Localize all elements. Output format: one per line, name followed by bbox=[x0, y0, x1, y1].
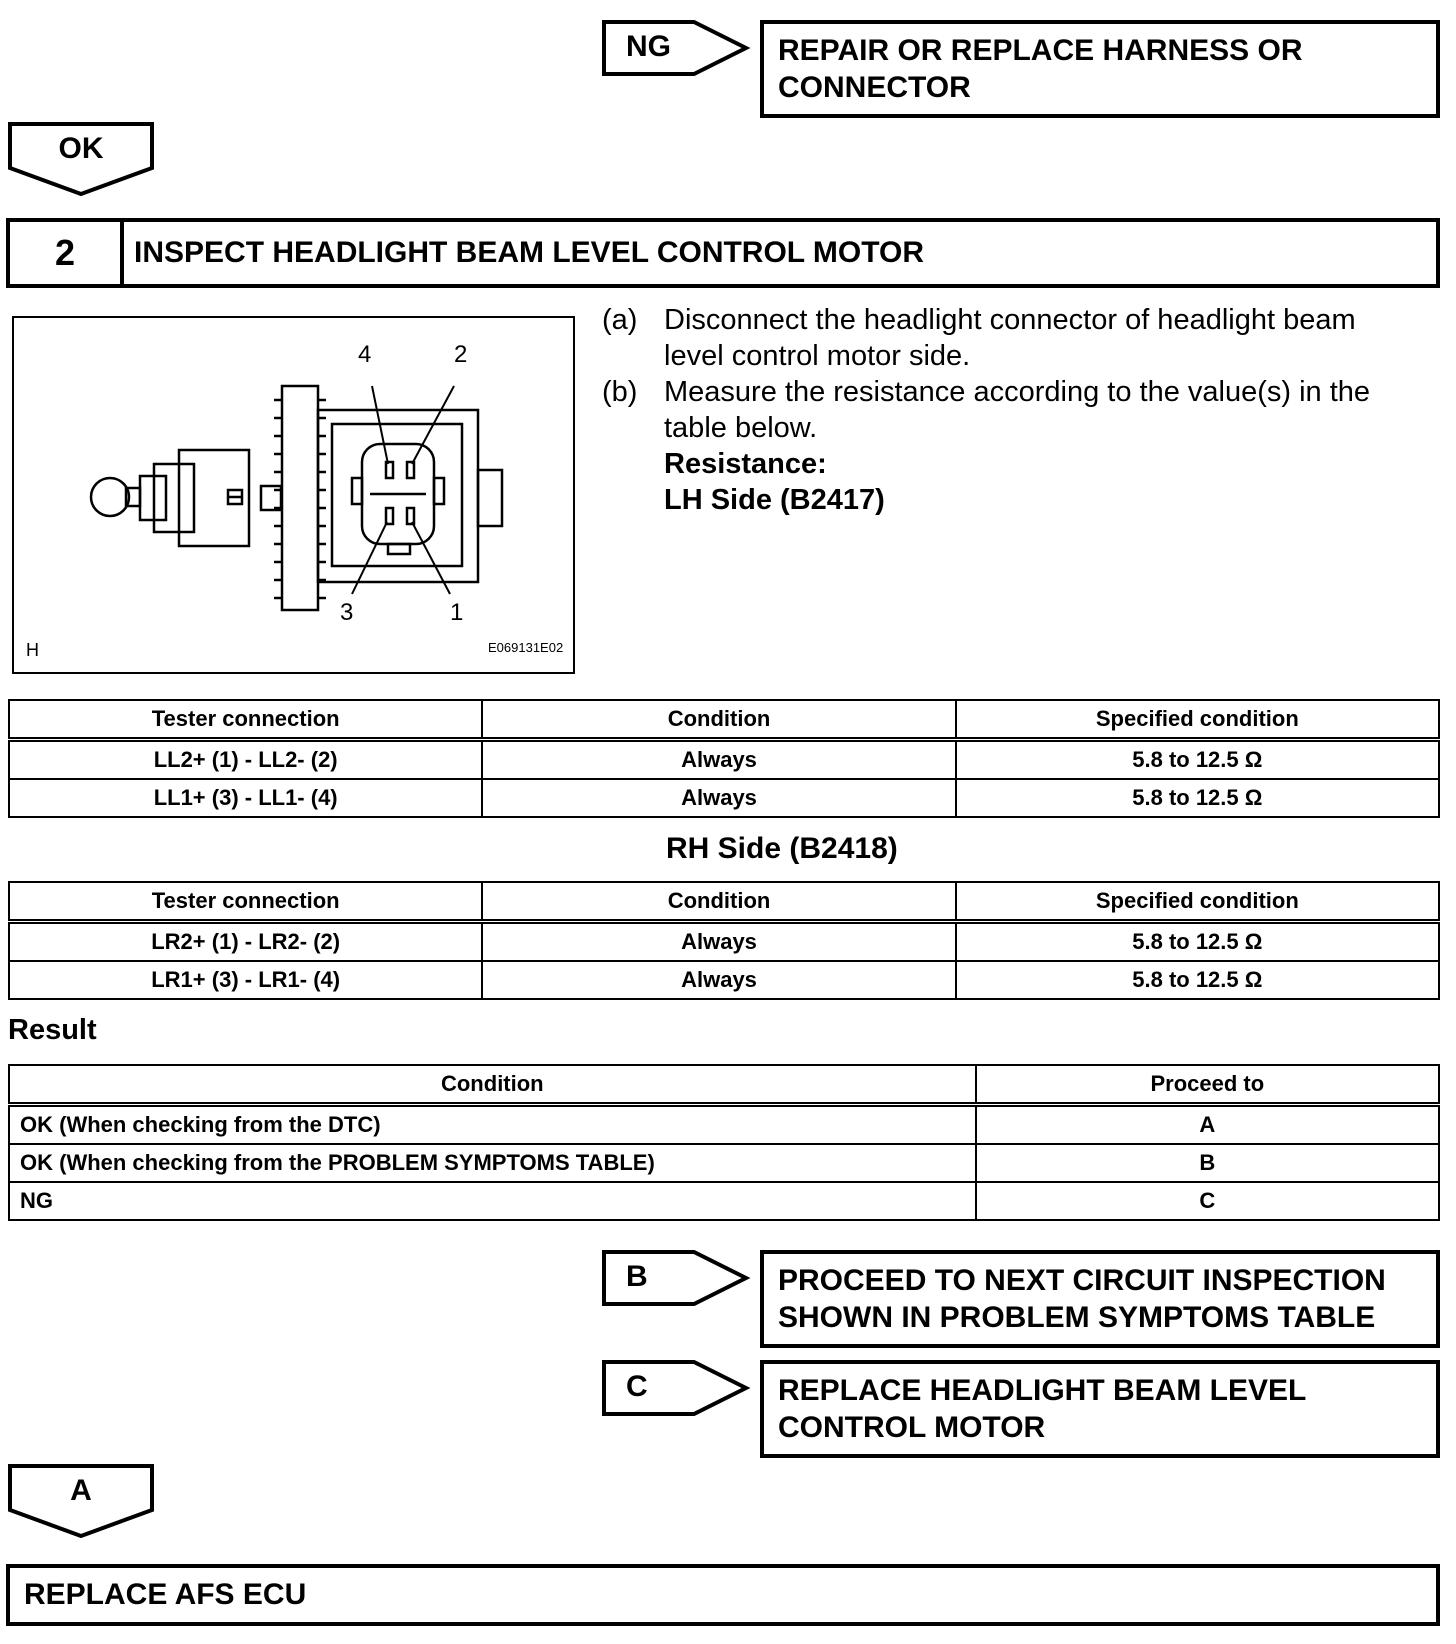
b-action-line-1: PROCEED TO NEXT CIRCUIT INSPECTION bbox=[778, 1264, 1386, 1297]
table-cell: Always bbox=[482, 779, 955, 817]
lh-header-specified: Specified condition bbox=[956, 700, 1439, 740]
c-action-box bbox=[760, 1360, 1440, 1458]
table-cell: A bbox=[976, 1105, 1439, 1145]
lh-header-condition: Condition bbox=[482, 700, 955, 740]
table-cell: 5.8 to 12.5 Ω bbox=[956, 961, 1439, 999]
ng-branch-tag bbox=[602, 20, 748, 80]
rh-header-condition: Condition bbox=[482, 882, 955, 922]
table-cell: 5.8 to 12.5 Ω bbox=[956, 779, 1439, 817]
pin-label-4: 4 bbox=[358, 341, 372, 368]
ok-tag-label: OK bbox=[58, 132, 104, 165]
connector-illustration bbox=[12, 316, 575, 674]
table-cell: C bbox=[976, 1182, 1439, 1220]
rh-side-heading: RH Side (B2418) bbox=[666, 832, 898, 865]
resistance-label: Resistance: bbox=[664, 448, 827, 480]
instruction-b-label: (b) bbox=[602, 376, 638, 408]
b-tag-label: B bbox=[626, 1260, 648, 1293]
pin-label-2: 2 bbox=[454, 341, 468, 368]
rh-header-specified: Specified condition bbox=[956, 882, 1439, 922]
result-table bbox=[8, 1064, 1440, 1221]
table-row bbox=[9, 961, 1439, 999]
ng-action-line-2: CONNECTOR bbox=[778, 71, 971, 104]
right-arrow-tag-icon bbox=[602, 1360, 752, 1420]
a-tag-label: A bbox=[70, 1474, 92, 1507]
step-number: 2 bbox=[10, 222, 124, 284]
table-cell: 5.8 to 12.5 Ω bbox=[956, 922, 1439, 962]
lh-side-table bbox=[8, 699, 1440, 818]
result-header-proceed: Proceed to bbox=[976, 1065, 1439, 1105]
instruction-b-line-1: Measure the resistance according to the value(s) in the bbox=[664, 376, 1371, 408]
ng-action-line-1: REPAIR OR REPLACE HARNESS OR bbox=[778, 34, 1303, 67]
table-row bbox=[9, 1182, 1439, 1220]
instructions bbox=[602, 302, 1432, 522]
table-row bbox=[9, 1105, 1439, 1145]
lh-header-tester: Tester connection bbox=[9, 700, 482, 740]
table-row bbox=[9, 922, 1439, 962]
a-branch-tag bbox=[8, 1464, 156, 1542]
right-arrow-tag-icon bbox=[602, 1250, 752, 1310]
figure-corner-label: H bbox=[26, 640, 39, 660]
step-header bbox=[6, 218, 1440, 288]
result-heading: Result bbox=[8, 1014, 97, 1046]
ok-branch-tag bbox=[8, 122, 156, 200]
table-cell: NG bbox=[9, 1182, 976, 1220]
table-row bbox=[9, 1144, 1439, 1182]
c-tag-label: C bbox=[626, 1370, 648, 1403]
table-row bbox=[9, 779, 1439, 817]
instruction-b-line-2: table below. bbox=[664, 412, 818, 444]
ng-tag-label: NG bbox=[626, 30, 671, 63]
figure-code: E069131E02 bbox=[488, 640, 564, 655]
lh-side-heading: LH Side (B2417) bbox=[664, 484, 885, 516]
table-cell: B bbox=[976, 1144, 1439, 1182]
table-cell: Always bbox=[482, 961, 955, 999]
rh-side-table bbox=[8, 881, 1440, 1000]
instruction-a-line-1: Disconnect the headlight connector of headlight beam bbox=[664, 304, 1356, 336]
table-cell: LR1+ (3) - LR1- (4) bbox=[9, 961, 482, 999]
table-cell: 5.8 to 12.5 Ω bbox=[956, 740, 1439, 780]
table-cell: LL1+ (3) - LL1- (4) bbox=[9, 779, 482, 817]
table-cell: Always bbox=[482, 740, 955, 780]
c-branch-tag bbox=[602, 1360, 748, 1420]
pin-label-1: 1 bbox=[450, 599, 464, 626]
right-arrow-tag-icon bbox=[602, 20, 752, 80]
c-action-line-1: REPLACE HEADLIGHT BEAM LEVEL bbox=[778, 1374, 1307, 1407]
table-cell: LR2+ (1) - LR2- (2) bbox=[9, 922, 482, 962]
table-cell: OK (When checking from the DTC) bbox=[9, 1105, 976, 1145]
result-header-condition: Condition bbox=[9, 1065, 976, 1105]
c-action-line-2: CONTROL MOTOR bbox=[778, 1411, 1046, 1444]
final-action-box: REPLACE AFS ECU bbox=[6, 1564, 1440, 1626]
headlight-motor-connector-diagram bbox=[14, 318, 573, 672]
instruction-a-line-2: level control motor side. bbox=[664, 340, 971, 372]
table-cell: LL2+ (1) - LL2- (2) bbox=[9, 740, 482, 780]
pin-label-3: 3 bbox=[340, 599, 354, 626]
table-cell: OK (When checking from the PROBLEM SYMPTOMS TABLE) bbox=[9, 1144, 976, 1182]
table-cell: Always bbox=[482, 922, 955, 962]
b-branch-tag bbox=[602, 1250, 748, 1310]
step-title: INSPECT HEADLIGHT BEAM LEVEL CONTROL MOTOR bbox=[134, 236, 925, 269]
b-action-line-2: SHOWN IN PROBLEM SYMPTOMS TABLE bbox=[778, 1301, 1376, 1334]
ng-action-box bbox=[760, 20, 1440, 118]
table-row bbox=[9, 740, 1439, 780]
b-action-box bbox=[760, 1250, 1440, 1348]
rh-header-tester: Tester connection bbox=[9, 882, 482, 922]
instruction-a-label: (a) bbox=[602, 304, 638, 336]
